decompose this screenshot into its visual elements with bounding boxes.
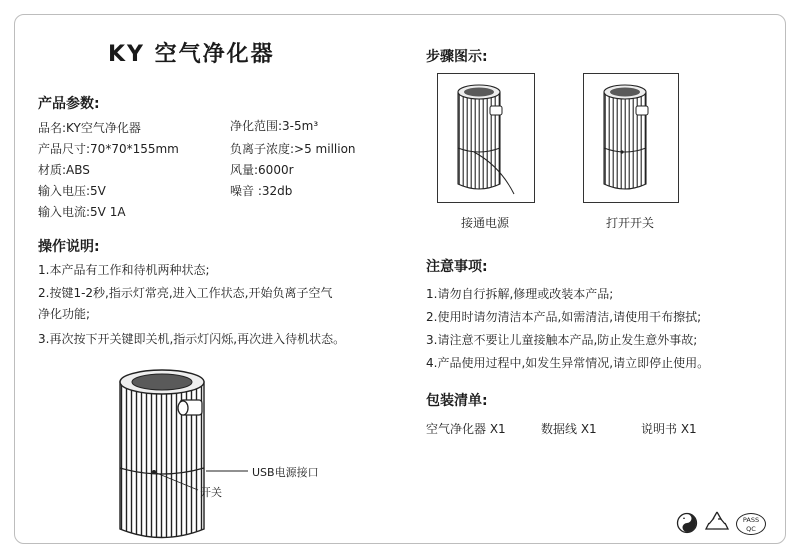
- steps-heading: 步骤图示:: [426, 49, 488, 65]
- param-current: 输入电流:5V 1A: [38, 205, 126, 219]
- note-line-2: 2.使用时请勿清洁本产品,如需清洁,请使用干布擦拭;: [426, 310, 702, 324]
- param-range: 净化范围:3-5m³: [230, 119, 319, 133]
- param-airflow: 风量:6000r: [230, 163, 294, 177]
- purifier-illustration: [110, 364, 360, 544]
- pass-qc-icon: [736, 513, 766, 535]
- switch-label: 开关: [200, 486, 222, 499]
- step-1-caption: 接通电源: [460, 216, 509, 230]
- notes-heading: 注意事项:: [426, 259, 488, 275]
- note-line-4: 4.产品使用过程中,如发生异常情况,请立即停止使用。: [426, 356, 710, 370]
- step-2-illustration: [584, 74, 678, 202]
- packing-item-manual: 说明书 X1: [641, 422, 697, 436]
- step-2-box: [583, 73, 679, 203]
- packing-item-cable: 数据线 X1: [541, 422, 597, 436]
- step-1-box: [437, 73, 535, 203]
- operation-line-4: 3.再次按下开关键即关机,指示灯闪烁,再次进入待机状态。: [38, 332, 346, 346]
- green-dot-icon: [676, 512, 698, 534]
- recycle-icon: [704, 510, 730, 534]
- operation-heading: 操作说明:: [38, 239, 100, 255]
- pass-text: PASS: [742, 516, 760, 524]
- step-1-illustration: [438, 74, 534, 202]
- param-voltage: 输入电压:5V: [38, 184, 106, 198]
- note-line-3: 3.请注意不要让儿童接触本产品,防止发生意外事故;: [426, 333, 698, 347]
- params-heading: 产品参数:: [38, 96, 100, 112]
- packing-item-purifier: 空气净化器 X1: [426, 422, 506, 436]
- packing-heading: 包装清单:: [426, 393, 488, 409]
- operation-line-3: 净化功能;: [38, 307, 91, 321]
- operation-line-1: 1.本产品有工作和待机两种状态;: [38, 263, 210, 277]
- qc-text: QC: [746, 525, 756, 533]
- usb-port-label: USB电源接口: [252, 466, 319, 479]
- param-name: 品名:KY空气净化器: [38, 121, 141, 135]
- param-ion: 负离子浓度:>5 million: [230, 142, 356, 156]
- param-material: 材质:ABS: [38, 163, 90, 177]
- page-title: KY 空气净化器: [108, 42, 275, 67]
- param-size: 产品尺寸:70*70*155mm: [38, 142, 179, 156]
- param-noise: 噪音 :32db: [230, 184, 293, 198]
- step-2-caption: 打开开关: [605, 216, 654, 230]
- note-line-1: 1.请勿自行拆解,修理或改装本产品;: [426, 287, 614, 301]
- operation-line-2: 2.按键1-2秒,指示灯常亮,进入工作状态,开始负离子空气: [38, 286, 333, 300]
